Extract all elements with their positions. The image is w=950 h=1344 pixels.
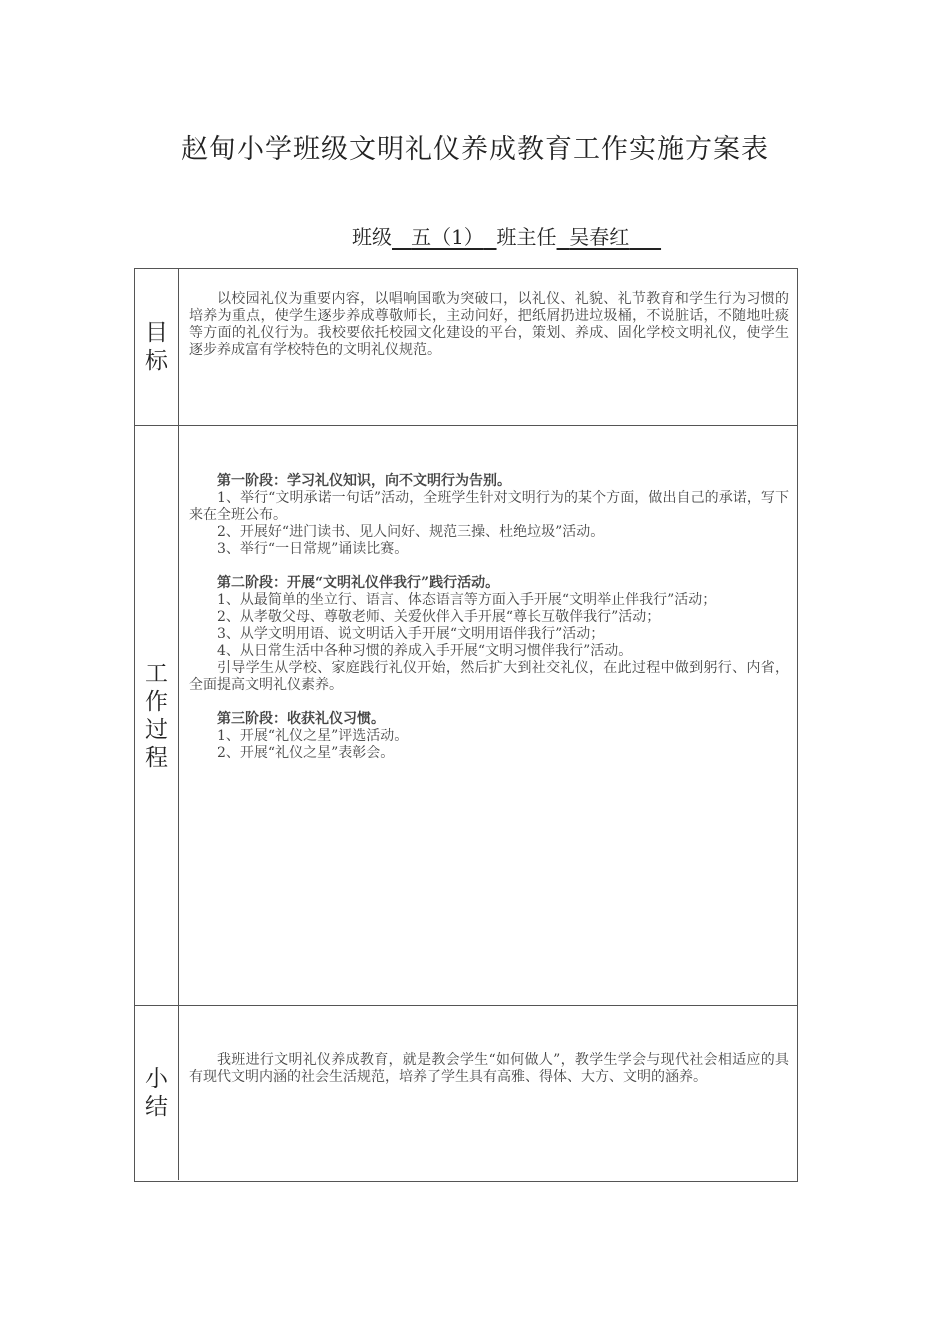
goal-content bbox=[189, 291, 789, 359]
summary-label: 小结 bbox=[145, 1066, 168, 1120]
stage1-item: 3、举行“一日常规”诵读比赛。 bbox=[217, 541, 409, 557]
process-label: 工作过程 bbox=[145, 660, 168, 771]
class-label: 班级 bbox=[352, 225, 392, 249]
stage2-item: 4、从日常生活中各种习惯的养成入手开展“文明习惯伴我行”活动。 bbox=[217, 643, 633, 659]
goal-row bbox=[135, 269, 797, 425]
stage2-item: 引导学生从学校、家庭践行礼仪开始，然后扩大到社交礼仪，在此过程中做到躬行、内省，全面提高文明礼仪素养。 bbox=[189, 660, 789, 693]
summary-text: 我班进行文明礼仪养成教育，就是教会学生“如何做人”，教学生学会与现代社会相适应的具有现代文明内涵的社会生活规范，培养了学生具有高雅、得体、大方、文明的涵养。 bbox=[189, 1052, 789, 1085]
summary-label-cell bbox=[135, 1006, 179, 1180]
stage3-item: 1、开展“礼仪之星”评选活动。 bbox=[217, 728, 409, 744]
teacher-label: 班主任 bbox=[496, 225, 557, 249]
stage2-item: 2、从孝敬父母、尊敬老师、关爱伙伴入手开展“尊长互敬伴我行”活动； bbox=[217, 609, 661, 625]
page-title: 赵甸小学班级文明礼仪养成教育工作实施方案表 bbox=[181, 134, 769, 165]
goal-label-cell bbox=[135, 269, 179, 425]
stage3-item: 2、开展“礼仪之星”表彰会。 bbox=[217, 745, 395, 761]
summary-row bbox=[135, 1005, 797, 1180]
stage1-item: 1、举行“文明承诺一句话”活动，全班学生针对文明行为的某个方面，做出自己的承诺，写下来在全班公布。 bbox=[189, 490, 789, 523]
teacher-value: 吴春红 bbox=[569, 225, 630, 249]
stage2-item: 1、从最简单的坐立行、语言、体态语言等方面入手开展“文明举止伴我行”活动； bbox=[217, 592, 717, 608]
process-content bbox=[189, 473, 789, 762]
process-label-cell bbox=[135, 426, 179, 1005]
class-value: 五（1） bbox=[411, 225, 484, 249]
stage3-title: 第三阶段：收获礼仪习惯。 bbox=[217, 711, 385, 727]
stage2-item: 3、从学文明用语、说文明话入手开展“文明用语伴我行”活动； bbox=[217, 626, 605, 642]
stage1-item: 2、开展好“进门读书、见人问好、规范三操、杜绝垃圾”活动。 bbox=[217, 524, 605, 540]
process-row bbox=[135, 425, 797, 1005]
goal-text: 以校园礼仪为重要内容，以唱响国歌为突破口，以礼仪、礼貌、礼节教育和学生行为习惯的培养为重点，使学生逐步养成尊敬师长，主动问好，把纸屑扔进垃圾桶，不说脏话，不随地吐痰等方面的礼仪行为。我校要依托校园文化建设的平台，策划、养成、固化学校文明礼仪，使学生逐步养成富有学校特色的文明礼仪规范。 bbox=[189, 291, 789, 358]
goal-label: 目标 bbox=[145, 320, 168, 374]
stage2-title: 第二阶段：开展“文明礼仪伴我行”践行活动。 bbox=[217, 575, 500, 591]
summary-content bbox=[189, 1052, 789, 1086]
stage1-title: 第一阶段：学习礼仪知识，向不文明行为告别。 bbox=[217, 473, 511, 489]
plan-table bbox=[134, 268, 798, 1182]
class-info bbox=[352, 222, 661, 252]
